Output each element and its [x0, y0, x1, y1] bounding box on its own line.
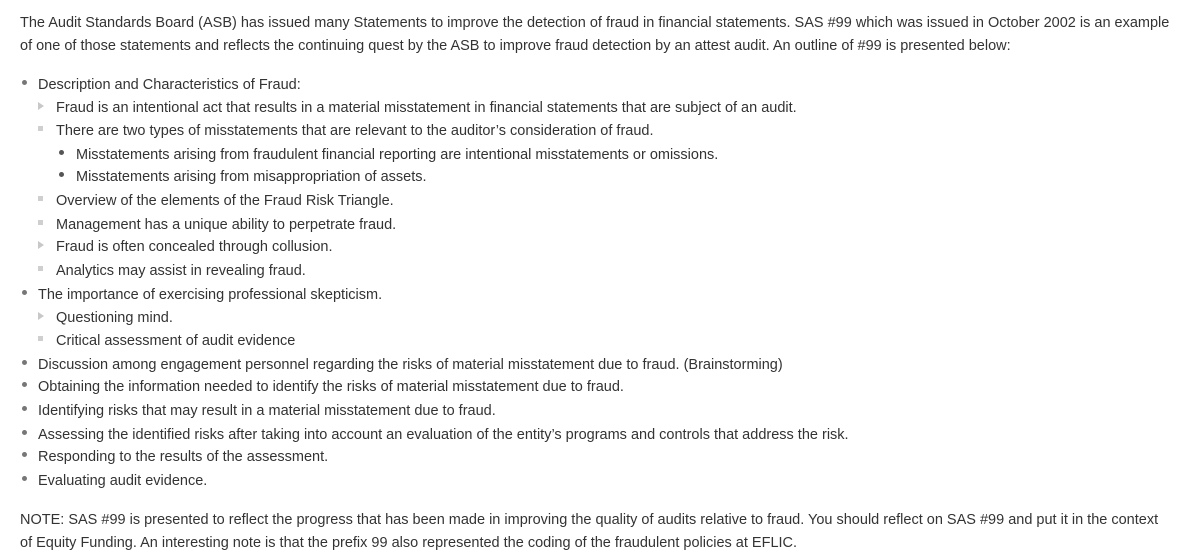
- square-bullet-icon: [38, 336, 43, 341]
- bullet-icon: [22, 452, 27, 457]
- bullet-icon: [22, 430, 27, 435]
- bullet-icon: [22, 80, 27, 85]
- square-bullet-icon: [38, 266, 43, 271]
- bullet-icon: [59, 172, 64, 177]
- bullet-icon: [22, 406, 27, 411]
- triangle-bullet-icon: [38, 102, 44, 110]
- bullet-icon: [22, 360, 27, 365]
- note-paragraph: NOTE: SAS #99 is presented to reflect the progress that has been made in improving the quality of audits relative to fraud. You should reflect on SAS #99 and put it in the context of Equity Funding. An interesting note is that the prefix 99 also represented the coding of the fraudulent policies at EFLIC.: [20, 512, 1159, 551]
- triangle-bullet-icon: [38, 312, 44, 320]
- square-bullet-icon: [38, 196, 43, 201]
- square-bullet-icon: [38, 126, 43, 131]
- bullet-icon: [22, 382, 27, 387]
- bullet-icon: [22, 290, 27, 295]
- bullet-icon: [22, 476, 27, 481]
- intro-paragraph: The Audit Standards Board (ASB) has issued many Statements to improve the detection of fraud in financial statements. SAS #99 which was issued in October 2002 is an example of one of those statements and reflects the continuing quest by the ASB to improve fraud detection by an attest audit. An outline of #99 is presented below:: [20, 15, 1170, 54]
- square-bullet-icon: [38, 220, 43, 225]
- bullet-icon: [59, 150, 64, 155]
- document-page: The Audit Standards Board (ASB) has issued many Statements to improve the detection of fraud in financial statements. SAS #99 which was issued in October 2002 is an example of one of those statements and reflects the continuing quest by the ASB to improve fraud detection by an attest audit. An outline of #99 is presented below: Description and Characteristics of Fraud: Fraud is an intentional act that results in a material misstatement in financial statements that are subject of an audit. There are two types of misstatements that are relevant to the auditor’s consideration of fraud. Misstatements arising from fraudulent financial reporting are intentional misstatements or omissions. Misstatements arising from misappropriation of assets. Overview of the elements of the Fraud Risk Triangle. Management has a unique ability to perpetrate fraud. Fraud is often concealed through collusion. Analytics may assist in revealing fraud. The importance of exercising professional skepticism. Questioning mind. Critical assessment of audit evidence Discussion among engagement personnel regarding the risks of material misstatement due to fraud. (Brainstorming) Obtaining the information needed to identify the risks of material misstatement due to fraud. Identifying risks that may result in a material misstatement due to fraud. Assessing the identified risks after taking into account an evaluation of the entity’s programs and controls that address the risk. Responding to the results of the assessment. Evaluating audit evidence. NOTE: SAS #99 is presented to reflect the progress that has been made in improving the quality of audits relative to fraud. You should reflect on SAS #99 and put it in the context of Equity Funding. An interesting note is that the prefix 99 also represented the coding of the fraudulent policies at EFLIC.: [0, 0, 1197, 555]
- triangle-bullet-icon: [38, 241, 44, 249]
